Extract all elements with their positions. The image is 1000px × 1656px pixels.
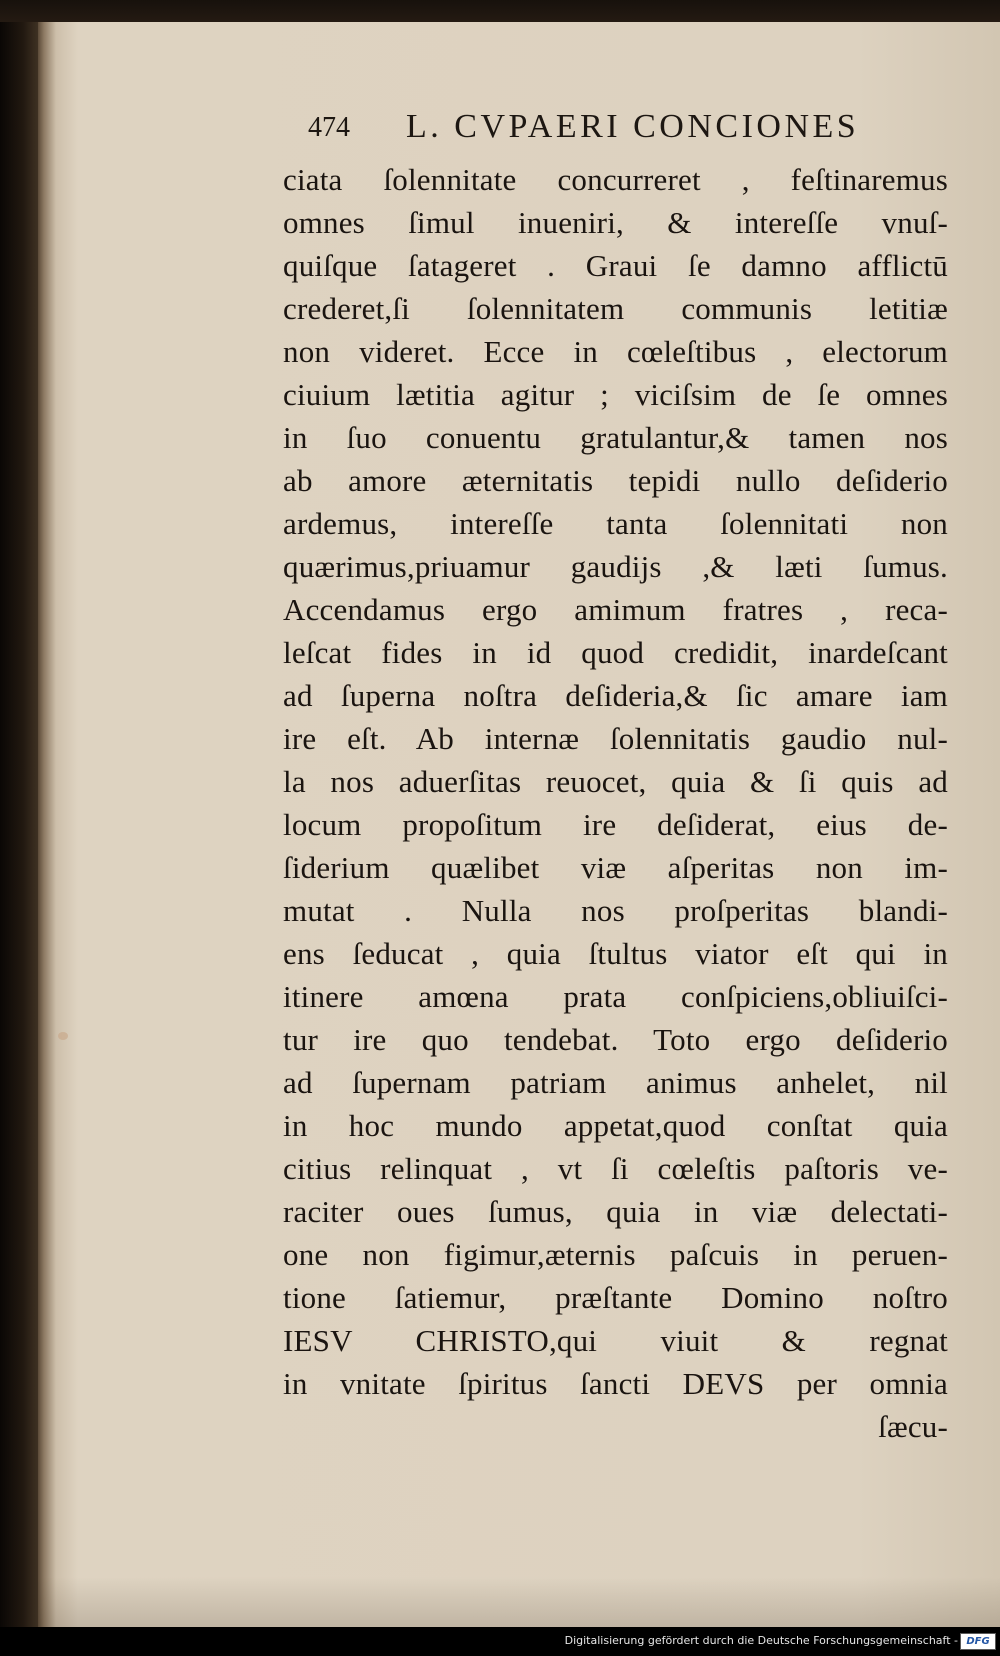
text-line: crederet,ſi ſolennitatem communis letitiæ	[283, 291, 948, 326]
text-line: ciata ſolennitate concurreret , feſtinaremus	[283, 162, 948, 197]
text-line: raciter oues ſumus, quia in viæ delectati-	[283, 1194, 948, 1229]
text-line: non videret. Ecce in cœleſtibus , electorum	[283, 334, 948, 369]
text-line: one non figimur,æternis paſcuis in peruen-	[283, 1237, 948, 1272]
page-header	[308, 108, 908, 154]
text-line: itinere amœna prata conſpiciens,obliuiſci-	[283, 979, 948, 1014]
text-line: tur ire quo tendebat. Toto ergo deſiderio	[283, 1022, 948, 1057]
paper-stain	[58, 1032, 68, 1040]
text-line: ſiderium quælibet viæ aſperitas non im-	[283, 850, 948, 885]
text-line: in hoc mundo appetat,quod conſtat quia	[283, 1108, 948, 1143]
digitization-footer	[0, 1627, 1000, 1656]
text-line: ardemus, intereſſe tanta ſolennitati non	[283, 506, 948, 541]
digitization-credit: Digitalisierung gefördert durch die Deutsche Forschungsgemeinschaft -	[564, 1634, 958, 1647]
text-line: la nos aduerſitas reuocet, quia & ſi quis ad	[283, 764, 948, 799]
dfg-logo-icon: DFG	[960, 1633, 996, 1650]
text-line: ad ſupernam patriam animus anhelet, nil	[283, 1065, 948, 1100]
text-line: quiſque ſatageret . Graui ſe damno afflictū	[283, 248, 948, 283]
text-line: leſcat fides in id quod credidit, inardeſcant	[283, 635, 948, 670]
text-line: ſæcu-	[878, 1409, 948, 1444]
text-line: tione ſatiemur, præſtante Domino noſtro	[283, 1280, 948, 1315]
body-text	[283, 158, 948, 1448]
book-binding-edge	[0, 22, 38, 1627]
running-head: L. CVPAERI CONCIONES	[406, 108, 860, 145]
text-line: Accendamus ergo amimum fratres , reca-	[283, 592, 948, 627]
text-line: ab amore æternitatis tepidi nullo deſiderio	[283, 463, 948, 498]
text-line: locum propoſitum ire deſiderat, eius de-	[283, 807, 948, 842]
text-line: in vnitate ſpiritus ſancti DEVS per omnia	[283, 1366, 948, 1401]
text-line: citius relinquat , vt ſi cœleſtis paſtoris ve-	[283, 1151, 948, 1186]
page-number: 474	[308, 112, 350, 143]
text-line: omnes ſimul inueniri, & intereſſe vnuſ-	[283, 205, 948, 240]
text-line: quærimus,priuamur gaudijs ,& læti ſumus.	[283, 549, 948, 584]
scan-top-margin	[0, 0, 1000, 22]
text-line: mutat . Nulla nos proſperitas blandi-	[283, 893, 948, 928]
text-line: ad ſuperna noſtra deſideria,& ſic amare iam	[283, 678, 948, 713]
text-line: in ſuo conuentu gratulantur,& tamen nos	[283, 420, 948, 455]
text-line: ire eſt. Ab internæ ſolennitatis gaudio nul-	[283, 721, 948, 756]
text-line: IESV CHRISTO,qui viuit & regnat	[283, 1323, 948, 1358]
text-line: ciuium lætitia agitur ; viciſsim de ſe omnes	[283, 377, 948, 412]
text-line: ens ſeducat , quia ſtultus viator eſt qui in	[283, 936, 948, 971]
